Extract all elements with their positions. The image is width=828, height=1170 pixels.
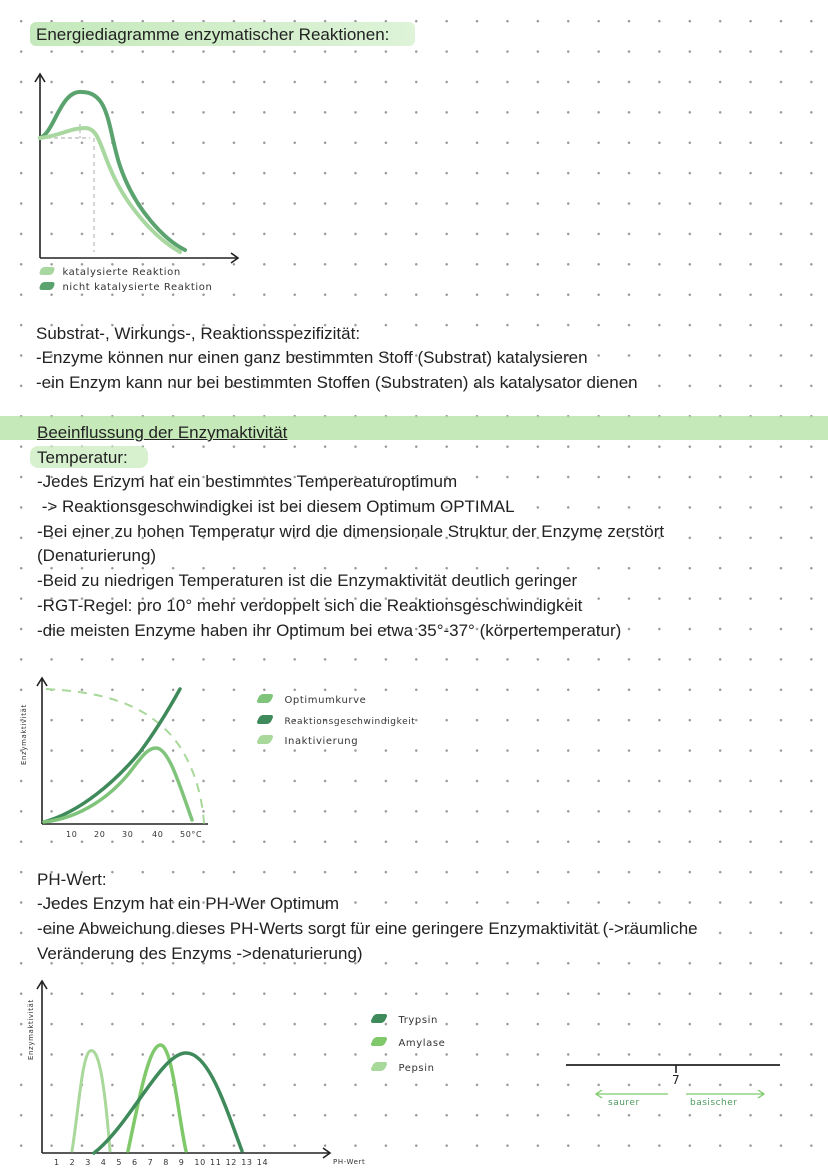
ph-legend-item-2: [372, 1033, 445, 1051]
temp-tick-30: 30: [122, 830, 134, 839]
temperature-heading: Temperatur:: [37, 448, 128, 467]
energy-legend-swatch-1: [39, 267, 56, 275]
ph-x-label: PH-Wert: [333, 1158, 366, 1166]
temp-legend-swatch-3: [256, 735, 274, 744]
ph-y-label: Enzymaktivität: [27, 999, 35, 1060]
ph-tick-label: 2: [69, 1158, 76, 1167]
temp-tick-40: 40: [152, 830, 164, 839]
inactivation-curve: [46, 689, 204, 824]
temp-legend-label-3: Inaktivierung: [284, 736, 359, 747]
ph-legend-swatch-1: [370, 1014, 388, 1023]
temperature-line-5: -Beid zu niedrigen Temperaturen ist die Enzymaktivität deutlich geringer: [37, 571, 578, 590]
ph-legend-swatch-3: [370, 1062, 388, 1071]
enzyme-activity-heading: Beeinflussung der Enzymaktivität: [37, 423, 288, 442]
temperature-chart: [20, 672, 220, 842]
temp-y-label: Enzymaktivität: [20, 704, 28, 765]
ph-legend-swatch-2: [370, 1037, 388, 1046]
temp-legend-swatch-1: [256, 694, 274, 703]
ph-tick-label: 1: [54, 1158, 60, 1167]
energy-legend-label-1: katalysierte Reaktion: [62, 267, 181, 278]
ph-tick-label: 9: [178, 1158, 185, 1167]
ph-legend-item-3: [372, 1058, 435, 1076]
ph-tick-label: 13: [241, 1158, 253, 1167]
ph-legend-label-1: Trypsin: [398, 1015, 438, 1026]
pepsin-curve: [72, 1051, 110, 1151]
temp-legend-label-1: Optimumkurve: [284, 695, 367, 706]
temp-tick-10: 10: [66, 830, 78, 839]
ph-legend-item-1: [372, 1010, 438, 1028]
energy-legend-swatch-2: [39, 282, 56, 290]
temp-legend-swatch-2: [256, 715, 274, 724]
ph-scale-acid: saurer: [608, 1098, 640, 1108]
ph-legend-label-2: Amylase: [398, 1038, 446, 1049]
energy-legend-item-2: [40, 277, 212, 295]
ph-tick-label: 5: [116, 1158, 123, 1167]
temp-tick-50: 50°C: [180, 830, 203, 839]
temp-legend-item-1: [258, 690, 366, 708]
temperature-line-1: -Jedes Enzym hat ein bestimmtes Tempereaturoptimum: [37, 472, 458, 491]
temperature-line-3: -Bei einer zu hohen Temperatur wird die dimensionale Struktur der Enzyme zerstört: [37, 522, 665, 541]
ph-tick-label: 12: [225, 1158, 237, 1167]
ph-legend-label-3: Pepsin: [398, 1063, 435, 1074]
temperature-line-6: -RGT-Regel: pro 10° mehr verdoppelt sich die Reaktionsgeschwindigkeit: [37, 596, 583, 615]
temp-legend-label-2: Reaktionsgeschwindigkeit: [284, 717, 416, 727]
ph-tick-label: 6: [132, 1158, 138, 1167]
ph-line-2: -eine Abweichung dieses PH-Werts sorgt für eine geringere Enzymaktivität (->räumliche: [37, 919, 698, 938]
ph-tick-label: 10: [194, 1158, 206, 1167]
specificity-line-1: -Enzyme können nur einen ganz bestimmten Stoff (Substrat) katalysieren: [36, 348, 588, 367]
page-title: Energiediagramme enzymatischer Reaktionen:: [36, 25, 390, 44]
ph-tick-label: 8: [163, 1158, 169, 1167]
ph-scale-base: basischer: [690, 1098, 738, 1108]
temp-tick-20: 20: [94, 830, 106, 839]
ph-scale-neutral: 7: [672, 1073, 681, 1087]
ph-tick-label: 3: [85, 1158, 91, 1167]
temperature-line-4: (Denaturierung): [37, 546, 157, 565]
ph-tick-label: 14: [256, 1158, 269, 1167]
catalysed-curve: [40, 128, 180, 252]
optimum-curve: [44, 748, 192, 822]
ph-heading: PH-Wert:: [37, 870, 107, 889]
temp-legend-item-2: [258, 711, 415, 729]
temperature-line-2: -> Reaktionsgeschwindigkei ist bei diesem Optimum OPTIMAL: [37, 497, 515, 516]
ph-line-3: Veränderung des Enzyms ->denaturierung): [37, 944, 363, 963]
ph-tick-label: 11: [210, 1158, 222, 1167]
energy-diagram: [30, 70, 250, 270]
trypsin-curve: [94, 1053, 242, 1153]
ph-line-1: -Jedes Enzym hat ein PH-Wer Optimum: [37, 894, 339, 913]
temp-legend-item-3: [258, 731, 358, 749]
amylase-curve: [128, 1045, 186, 1151]
specificity-line-2: -ein Enzym kann nur bei bestimmten Stoffen (Substraten) als katalysator dienen: [36, 373, 638, 392]
temperature-line-7: -die meisten Enzyme haben ihr Optimum bei etwa 35°-37° (körpertemperatur): [37, 621, 622, 640]
energy-legend-label-2: nicht katalysierte Reaktion: [62, 282, 213, 293]
ph-tick-label: 7: [147, 1158, 154, 1167]
reaction-speed-curve: [44, 689, 180, 822]
ph-chart: [30, 975, 370, 1165]
specificity-heading: Substrat-, Wirkungs-, Reaktionsspezifizität:: [36, 324, 361, 343]
ph-tick-label: 4: [100, 1158, 107, 1167]
